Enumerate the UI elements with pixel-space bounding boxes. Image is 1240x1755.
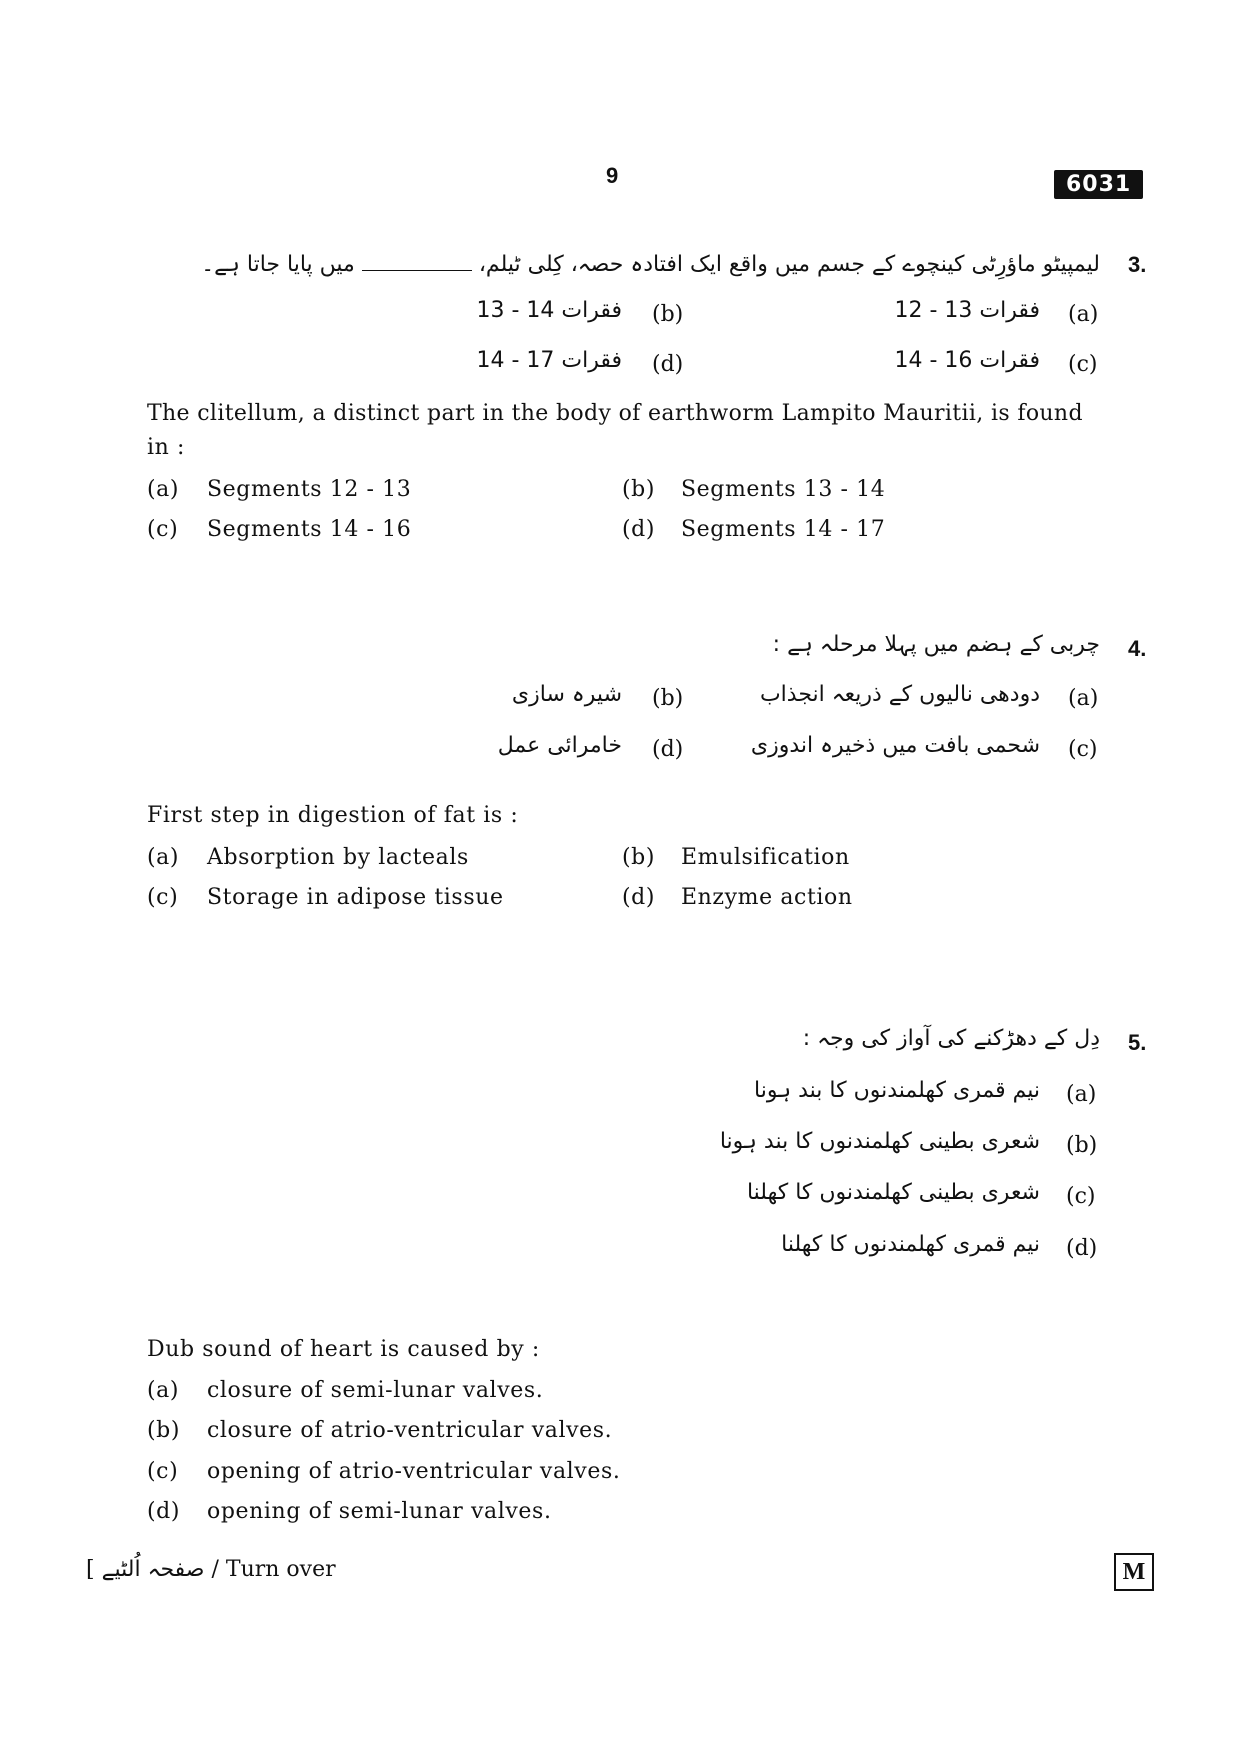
q4-option-b-label: (b) bbox=[622, 845, 656, 870]
q5-urdu-option-c-label: (c) bbox=[1066, 1184, 1096, 1209]
q5-urdu-option-c-text: شعری بطینی کھلمندنوں کا کھلنا bbox=[746, 1180, 1040, 1205]
q5-option-a-text: closure of semi-lunar valves. bbox=[207, 1378, 544, 1403]
turn-over-bracket: [ bbox=[86, 1557, 95, 1582]
question-4-number: 4. bbox=[1128, 636, 1147, 661]
q4-urdu-option-b-text: شیرہ سازی bbox=[511, 682, 622, 707]
q3-urdu-option-a-label: (a) bbox=[1068, 302, 1099, 327]
q4-option-a-text: Absorption by lacteals bbox=[207, 845, 469, 870]
q3-option-a-label: (a) bbox=[147, 477, 180, 502]
q4-urdu-option-d-text: خامرائی عمل bbox=[497, 733, 622, 758]
q5-urdu-option-b-label: (b) bbox=[1066, 1133, 1098, 1158]
q3-option-b-label: (b) bbox=[622, 477, 656, 502]
q5-urdu-option-b-text: شعری بطینی کھلمندنوں کا بند ہونا bbox=[719, 1129, 1040, 1154]
m-mark-box: M bbox=[1114, 1553, 1154, 1591]
q3-urdu-option-d-label: (d) bbox=[652, 352, 684, 377]
q3-option-d-text: Segments 14 - 17 bbox=[681, 517, 886, 542]
q3-english-prompt-line2: in : bbox=[147, 435, 186, 460]
q5-option-d-text: opening of semi-lunar valves. bbox=[207, 1499, 552, 1524]
q3-option-d-label: (d) bbox=[622, 517, 656, 542]
q5-urdu-option-d-label: (d) bbox=[1066, 1236, 1098, 1261]
q4-option-d-text: Enzyme action bbox=[681, 885, 853, 910]
question-3-urdu-prompt: لیمپیٹو ماؤرِٹی کینچوے کے جسم میں واقع ایک افتادہ حصہ، کِلی ٹیلم، میں پایا جاتا ہے۔ bbox=[201, 252, 1100, 277]
q4-option-c-label: (c) bbox=[147, 885, 179, 910]
page-number: 9 bbox=[606, 163, 619, 188]
q5-option-a-label: (a) bbox=[147, 1378, 180, 1403]
question-5-urdu-prompt: دِل کے دھڑکنے کی آواز کی وجہ : bbox=[802, 1026, 1100, 1051]
q5-option-b-text: closure of atrio-ventricular valves. bbox=[207, 1418, 613, 1443]
q3-option-c-text: Segments 14 - 16 bbox=[207, 517, 412, 542]
q3-urdu-option-d-text: فقرات 17 - 14 bbox=[476, 348, 622, 373]
q3-urdu-option-c-text: فقرات 16 - 14 bbox=[894, 348, 1040, 373]
question-5-number: 5. bbox=[1128, 1030, 1147, 1055]
q5-option-c-text: opening of atrio-ventricular valves. bbox=[207, 1459, 621, 1484]
q4-urdu-option-b-label: (b) bbox=[652, 686, 684, 711]
q4-english-prompt: First step in digestion of fat is : bbox=[147, 803, 519, 828]
turn-over-urdu: صفحہ اُلٹیے bbox=[101, 1557, 205, 1582]
turn-over-english: / Turn over bbox=[211, 1557, 336, 1582]
q3-english-prompt-line1: The clitellum, a distinct part in the body of earthworm Lampito Mauritii, is found bbox=[147, 401, 1083, 426]
q4-option-c-text: Storage in adipose tissue bbox=[207, 885, 504, 910]
q4-option-d-label: (d) bbox=[622, 885, 656, 910]
q5-urdu-option-d-text: نیم قمری کھلمندنوں کا کھلنا bbox=[781, 1232, 1040, 1257]
q5-option-d-label: (d) bbox=[147, 1499, 181, 1524]
q3-urdu-option-b-label: (b) bbox=[652, 302, 684, 327]
q3-option-a-text: Segments 12 - 13 bbox=[207, 477, 412, 502]
q4-urdu-option-a-text: دودھی نالیوں کے ذریعہ انجذاب bbox=[759, 682, 1040, 707]
q5-option-c-label: (c) bbox=[147, 1459, 179, 1484]
q4-urdu-option-d-label: (d) bbox=[652, 737, 684, 762]
q4-option-a-label: (a) bbox=[147, 845, 180, 870]
q3-option-c-label: (c) bbox=[147, 517, 179, 542]
turn-over-note bbox=[86, 1557, 336, 1582]
q3-urdu-option-c-label: (c) bbox=[1068, 352, 1098, 377]
question-4-urdu-prompt: چربی کے ہضم میں پہلا مرحلہ ہے : bbox=[772, 632, 1100, 657]
q5-option-b-label: (b) bbox=[147, 1418, 181, 1443]
q5-urdu-option-a-label: (a) bbox=[1066, 1082, 1097, 1107]
q3-option-b-text: Segments 13 - 14 bbox=[681, 477, 886, 502]
q4-urdu-option-a-label: (a) bbox=[1068, 686, 1099, 711]
paper-code-badge: 6031 bbox=[1054, 170, 1143, 199]
q4-urdu-option-c-text: شحمی بافت میں ذخیرہ اندوزی bbox=[750, 733, 1040, 758]
q3-urdu-option-b-text: فقرات 14 - 13 bbox=[476, 298, 622, 323]
question-3-number: 3. bbox=[1128, 252, 1147, 277]
q4-urdu-option-c-label: (c) bbox=[1068, 737, 1098, 762]
q4-option-b-text: Emulsification bbox=[681, 845, 850, 870]
q3-urdu-option-a-text: فقرات 13 - 12 bbox=[894, 298, 1040, 323]
q5-urdu-option-a-text: نیم قمری کھلمندنوں کا بند ہونا bbox=[754, 1078, 1040, 1103]
q5-english-prompt: Dub sound of heart is caused by : bbox=[147, 1337, 540, 1362]
answer-blank bbox=[362, 250, 472, 271]
